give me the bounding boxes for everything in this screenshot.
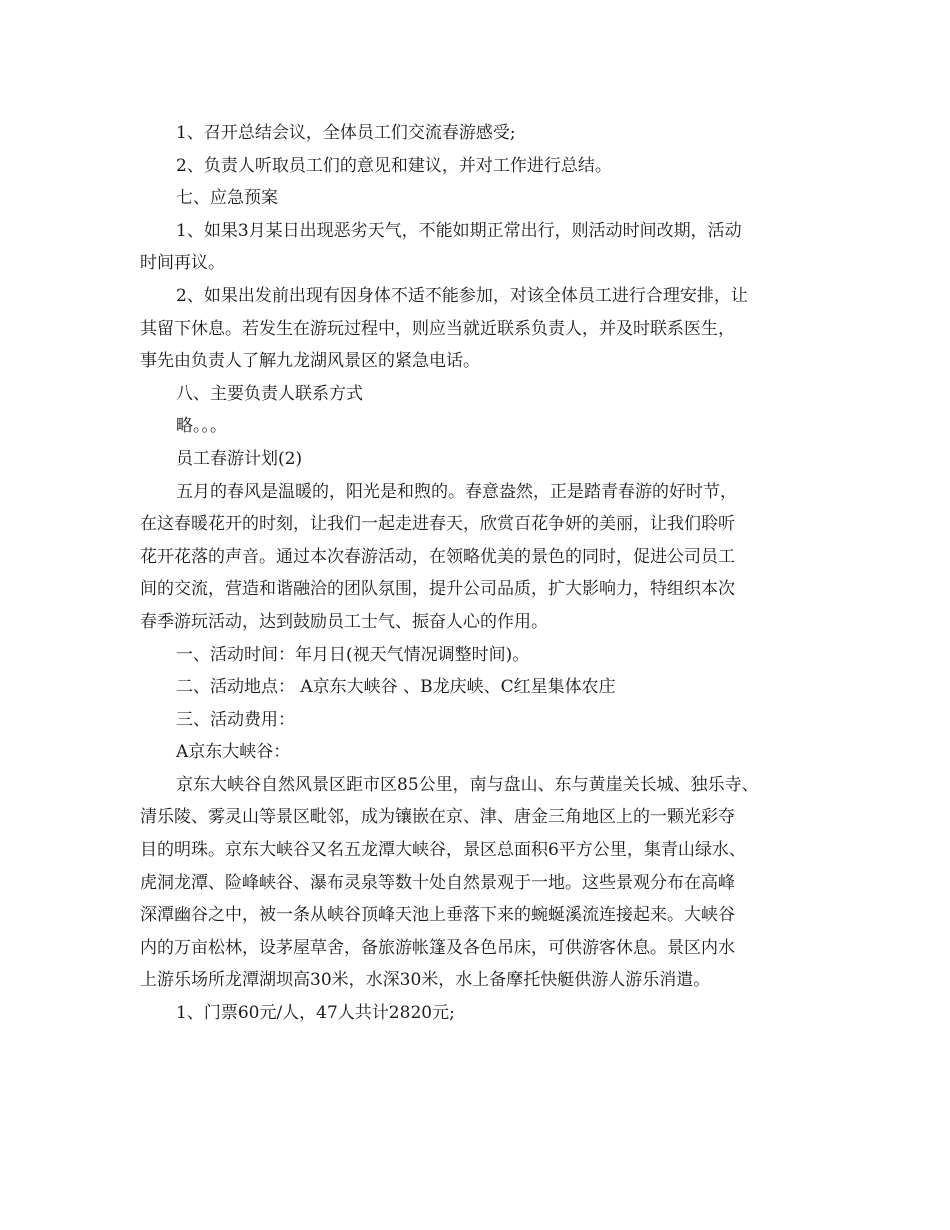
text-line: 目的明珠。京东大峡谷又名五龙潭大峡谷，景区总面积6平方公里，集青山绿水、 [140,840,746,861]
text-line: 深潭幽谷之中，被一条从峡谷顶峰天池上垂落下来的蜿蜒溪流连接起来。大峡谷 [140,905,735,926]
text-line: 2、负责人听取员工们的意见和建议，并对工作进行总结。 [176,155,612,176]
text-line: 在这春暖花开的时刻，让我们一起走进春天，欣赏百花争妍的美丽，让我们聆听 [140,514,735,535]
text-line: 1、如果3月某日出现恶劣天气，不能如期正常出行，则活动时间改期，活动 [176,220,742,241]
text-line: 一、活动时间：年月日(视天气情况调整时间)。 [176,644,530,665]
text-line: 上游乐场所龙潭湖坝高30米，水深30米，水上备摩托快艇供游人游乐消遣。 [140,970,711,991]
text-line: 其留下休息。若发生在游玩过程中，则应当就近联系负责人，并及时联系医生， [140,318,735,339]
text-line: 七、应急预案 [176,188,278,209]
text-line: 京东大峡谷自然风景区距市区85公里，南与盘山、东与黄崖关长城、独乐寺、 [176,774,759,795]
text-line: 二、活动地点： A京东大峡谷 、B龙庆峡、C红星集体农庄 [176,677,616,698]
text-line: 略。。。 [176,416,227,437]
text-line: 时间再议。 [140,253,225,274]
text-line: 内的万亩松林，设茅屋草舍，备旅游帐篷及各色吊床，可供游客休息。景区内水 [140,937,735,958]
text-line: 1、召开总结会议，全体员工们交流春游感受; [176,123,516,143]
text-line: 清乐陵、雾灵山等景区毗邻，成为镶嵌在京、津、唐金三角地区上的一颗光彩夺 [140,807,735,828]
text-line: 员工春游计划(2) [176,448,303,469]
text-line: 五月的春风是温暖的，阳光是和煦的。春意盎然，正是踏青春游的好时节， [176,481,737,502]
text-line: 1、门票60元/人，47人共计2820元; [176,1003,455,1024]
text-line: 2、如果出发前出现有因身体不适不能参加，对该全体员工进行合理安排，让 [176,285,748,306]
text-line: 虎洞龙潭、险峰峡谷、瀑布灵泉等数十处自然景观于一地。这些景观分布在高峰 [140,872,735,893]
text-line: A京东大峡谷： [176,742,291,763]
text-line: 春季游玩活动，达到鼓励员工士气、振奋人心的作用。 [140,611,548,632]
text-line: 间的交流，营造和谐融洽的团队氛围，提升公司品质，扩大影响力，特组织本次 [140,579,735,600]
text-line: 三、活动费用： [176,709,295,730]
text-line: 事先由负责人了解九龙湖风景区的紧急电话。 [140,351,480,372]
text-line: 花开花落的声音。通过本次春游活动，在领略优美的景色的同时，促进公司员工 [140,546,735,567]
document-body [140,117,820,1030]
text-line: 八、主要负责人联系方式 [176,383,363,404]
